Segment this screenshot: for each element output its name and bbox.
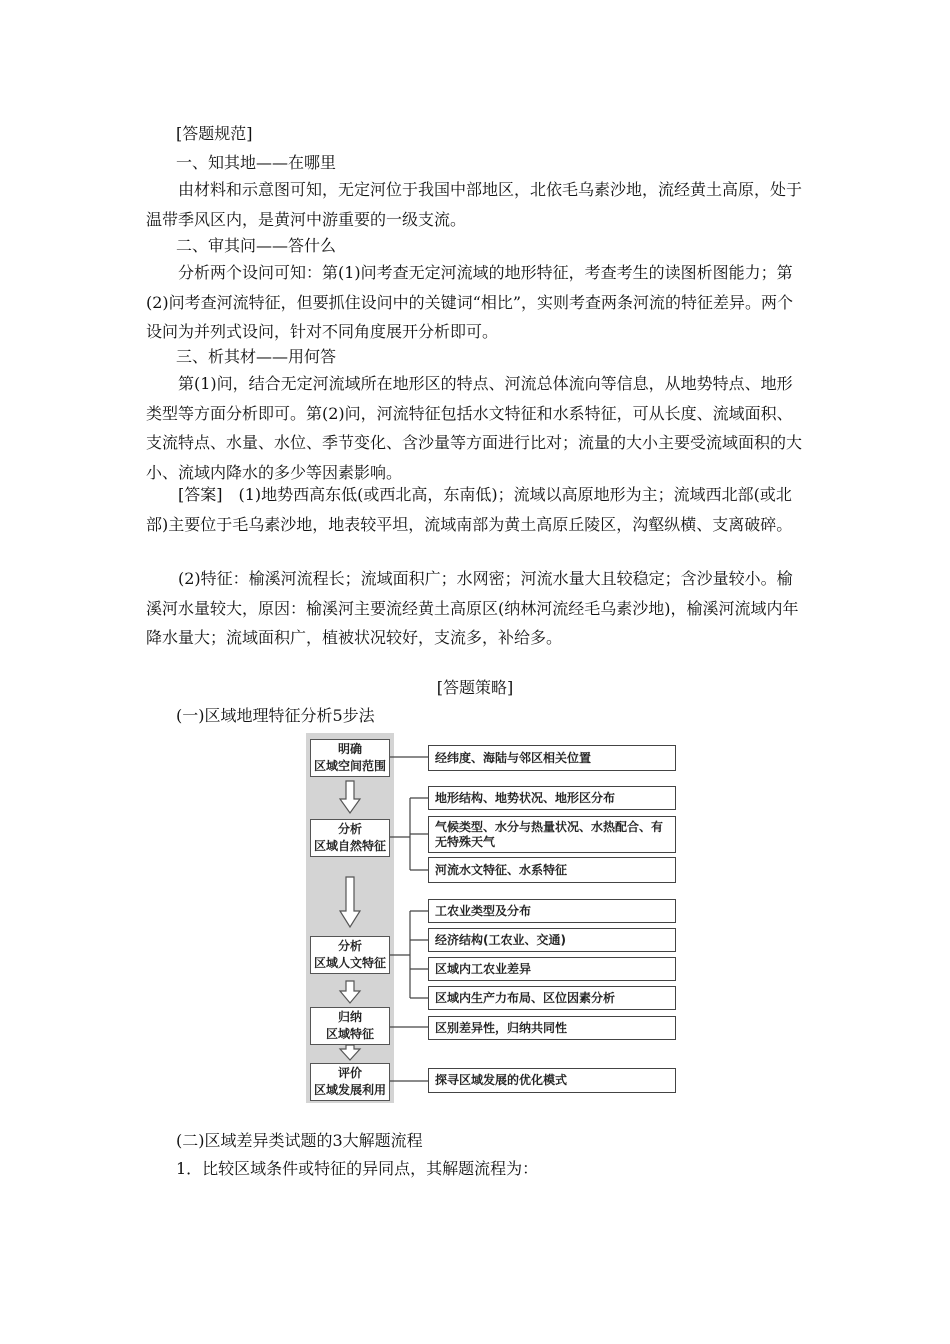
detail-box-river: 河流水文特征、水系特征 — [428, 857, 676, 883]
step-label-1: 明确 — [337, 742, 362, 756]
subheading-three-processes: (二)区域差异类试题的3大解题流程 — [176, 1131, 423, 1150]
step-sublabel-4: 区域特征 — [325, 1027, 374, 1041]
detail-box-location: 经纬度、海陆与邻区相关位置 — [428, 745, 676, 771]
down-arrow-icon — [340, 981, 360, 1003]
detail-box-regional-differences: 区域内工农业差异 — [428, 957, 676, 981]
down-arrow-icon — [340, 877, 360, 927]
detail-box-optimization: 探寻区域发展的优化模式 — [428, 1068, 676, 1093]
detail-box-differences-commonality: 区别差异性，归纳共同性 — [428, 1016, 676, 1040]
step3-text: 第(1)问，结合无定河流域所在地形区的特点、河流总体流向等信息，从地势特点、地形类型等方面分析即可。第(2)问，河流特征包括水文特征和水系特征，可从长度、流域面积、支流特点、水量、水位、季节变化、含沙量等方面进行比对；流量的大小主要受流域面积的大小、流域内降水的多少等因素影响。 — [146, 374, 803, 482]
step1-text: 由材料和示意图可知，无定河位于我国中部地区，北依毛乌素沙地，流经黄土高原，处于温带季风区内，是黄河中游重要的一级支流。 — [146, 180, 803, 229]
step-label-5: 评价 — [337, 1066, 362, 1080]
step-label-2: 分析 — [337, 822, 362, 836]
detail-box-landform: 地形结构、地势状况、地形区分布 — [428, 786, 676, 810]
detail-box-industry-agriculture: 工农业类型及分布 — [428, 899, 676, 923]
step-sublabel-3: 区域人文特征 — [313, 956, 386, 970]
down-arrow-icon — [340, 781, 360, 813]
step-label-4: 归纳 — [337, 1010, 362, 1024]
detail-box-economic-structure: 经济结构(工农业、交通) — [428, 928, 676, 952]
step3-title: 三、析其材——用何答 — [176, 347, 337, 366]
step-sublabel-2: 区域自然特征 — [313, 839, 386, 853]
section-heading-answer-norm: [答题规范] — [176, 124, 253, 143]
step-sublabel-5: 区域发展利用 — [313, 1083, 386, 1097]
step2-title: 二、审其问——答什么 — [176, 236, 337, 255]
section-heading-strategy: [答题策略] — [436, 678, 514, 697]
answer-part2: (2)特征：榆溪河流程长；流域面积广；水网密；河流水量大且较稳定；含沙量较小。榆溪河水量较大，原因：榆溪河主要流经黄土高原区(纳林河流经毛乌素沙地)，榆溪河流域内年降水量大；流域面积广，植被状况较好，支流多，补给多。 — [146, 569, 799, 647]
answer-part1: [答案] (1)地势西高东低(或西北高，东南低)；流域以高原地形为主；流域西北部(或北部)主要位于毛乌素沙地，地表较平坦，流域南部为黄土高原丘陵区，沟壑纵横、支离破碎。 — [146, 485, 793, 534]
step-sublabel-1: 区域空间范围 — [313, 759, 386, 773]
five-step-flow-diagram — [300, 733, 690, 1103]
detail-box-productivity-layout: 区域内生产力布局、区位因素分析 — [428, 986, 676, 1010]
list-item-1: 1．比较区域条件或特征的异同点，其解题流程为： — [176, 1159, 539, 1178]
step1-title: 一、知其地——在哪里 — [176, 153, 337, 172]
subheading-five-steps: (一)区域地理特征分析5步法 — [176, 706, 375, 725]
step-label-3: 分析 — [337, 939, 362, 953]
down-arrow-icon — [340, 1045, 360, 1060]
step2-text: 分析两个设问可知：第(1)问考查无定河流域的地形特征，考查考生的读图析图能力；第(2)问考查河流特征，但要抓住设问中的关键词“相比”，实则考查两条河流的特征差异。两个设问为并列式设问，针对不同角度展开分析即可。 — [146, 263, 794, 341]
detail-box-climate: 气候类型、水分与热量状况、水热配合、有无特殊天气 — [428, 816, 676, 853]
